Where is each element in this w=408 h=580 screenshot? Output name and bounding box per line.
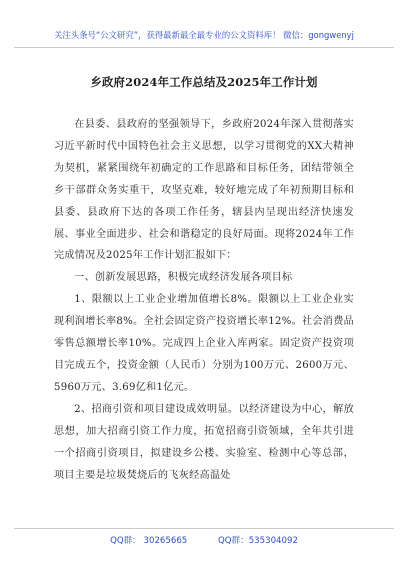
document-title: 乡政府2024年工作总结及2025年工作计划: [90, 75, 318, 89]
section-heading-1: 一、创新发展思路，积极完成经济发展各项目标: [74, 272, 293, 284]
body-paragraph-2: 2、招商引资和项目建设成效明显。以经济建设为中心，解放思想，加大招商引资工作力度，拓宽招商引资领域，全年共引进一个招商引资项目，拟建设乡公楼、实验室、检测中心等总部，项目主要是垃圾焚烧后的飞灰经高温处: [54, 403, 354, 481]
body-paragraph-1: 1、限额以上工业企业增加值增长8%。限额以上工业企业实现利润增长率8%。全社会固定资产投资增长率12%。社会消费品零售总额增长率10%。完成四上企业入库两家。固定资产投资项目完成五个，投资金额（人民币）分别为100万元、2600万元、5960万元、3.69亿和1亿元。: [54, 294, 354, 393]
header-promo-note: 关注头条号“公文研究”，获得最新最全最专业的公文资料库！ 微信：gongwenyj: [54, 30, 354, 40]
footer-contact: [0, 534, 408, 546]
body-paragraph-intro: 在县委、县政府的坚强领导下，乡政府2024年深入贯彻落实习近平新时代中国特色社会主义思想，以学习贯彻党的XX大精神为契机，紧紧围绕年初确定的工作思路和目标任务，团结带领全乡干部群众务实重干，攻坚克难，较好地完成了年初预期目标和县委、县政府下达的各项工作任务，辖县内呈现出经济快速发展、事业全面进步、社会和谐稳定的良好局面。现将2024年工作完成情况及2025年工作计划汇报如下：: [54, 119, 354, 262]
header-divider: [14, 47, 394, 48]
footer-divider: [14, 528, 394, 529]
document-body: [54, 114, 354, 486]
footer-qq-group-1: QQ群： 30265665: [110, 536, 188, 546]
footer-qq-group-2: QQ群：535304092: [218, 536, 298, 546]
